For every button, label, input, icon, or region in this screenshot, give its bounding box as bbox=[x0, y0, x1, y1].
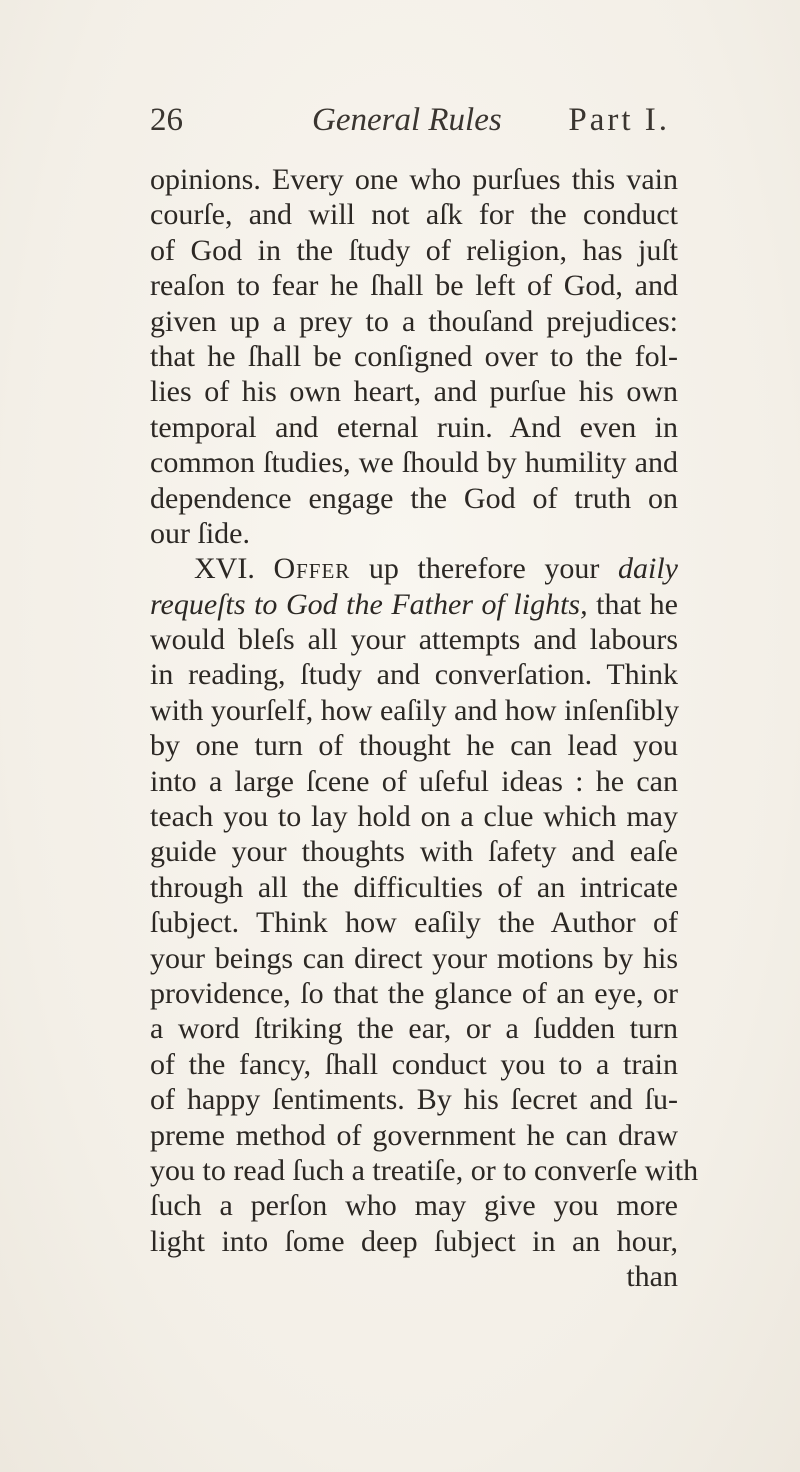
text-fragment: up therefore your bbox=[350, 552, 619, 586]
text-line: with yourſelf, how eaſily and how inſenſibly bbox=[150, 693, 680, 727]
text-line: that he ſhall be conſigned over to the fol- bbox=[150, 339, 678, 373]
text-line: dependence engage the God of truth on bbox=[150, 481, 678, 515]
paragraph-start bbox=[150, 551, 678, 586]
catchword: than bbox=[626, 1260, 678, 1294]
italic-phrase: daily bbox=[618, 552, 679, 586]
text-line: guide your thoughts with ſafety and eaſe bbox=[150, 835, 678, 869]
text-line: ſubject. Think how eaſily the Author of bbox=[150, 906, 678, 940]
text-line: common ſtudies, we ſhould by humility and bbox=[150, 446, 678, 480]
lead-word: Offer bbox=[273, 552, 351, 586]
text-line: would bleſs all your attempts and labours bbox=[150, 623, 678, 657]
text-line: your beings can direct your motions by his bbox=[150, 941, 678, 975]
text-line: opinions. Every one who purſues this vain bbox=[150, 163, 678, 196]
text-line: teach you to lay hold on a clue which may bbox=[150, 800, 678, 834]
text-line: light into ſome deep ſubject in an hour, bbox=[150, 1224, 678, 1258]
running-head bbox=[150, 98, 670, 148]
text-line: preme method of government he can draw bbox=[150, 1118, 678, 1152]
text-line: into a large ſcene of uſeful ideas : he can bbox=[150, 764, 678, 798]
text-line: by one turn of thought he can lead you bbox=[150, 729, 678, 763]
page-number: 26 bbox=[150, 102, 183, 138]
text-line: of happy ſentiments. By his ſecret and ſu- bbox=[150, 1083, 678, 1117]
text-line: a word ſtriking the ear, or a ſudden turn bbox=[150, 1012, 678, 1046]
text-line: lies of his own heart, and purſue his own bbox=[150, 375, 678, 409]
running-head-part: Part I. bbox=[568, 102, 670, 138]
text-line: temporal and eternal ruin. And even in bbox=[150, 410, 678, 444]
section-numeral: XVI. bbox=[194, 552, 255, 586]
text-line: you to read ſuch a treatiſe, or to converſe with bbox=[150, 1153, 699, 1187]
body-text bbox=[150, 162, 699, 1295]
running-head-title: General Rules bbox=[312, 102, 502, 138]
text-line: courſe, and will not aſk for the conduct bbox=[150, 198, 678, 232]
text-line: given up a prey to a thouſand prejudices: bbox=[150, 304, 678, 338]
text-line: of the fancy, ſhall conduct you to a train bbox=[150, 1047, 678, 1081]
text-line: ſuch a perſon who may give you more bbox=[150, 1189, 678, 1223]
text-line: our ſide. bbox=[150, 516, 250, 550]
italic-phrase: requeſts to God the Father of lights, bbox=[150, 587, 588, 621]
text-line: reaſon to fear he ſhall be left of God, and bbox=[150, 269, 678, 303]
text-line: in reading, ſtudy and converſation. Think bbox=[150, 658, 678, 692]
text-line: providence, ſo that the glance of an eye, or bbox=[150, 976, 678, 1010]
text-line: through all the difficulties of an intricate bbox=[150, 870, 678, 904]
text-fragment: that he bbox=[587, 587, 678, 621]
text-line: of God in the ſtudy of religion, has juſt bbox=[150, 233, 678, 267]
text-line bbox=[150, 587, 678, 622]
